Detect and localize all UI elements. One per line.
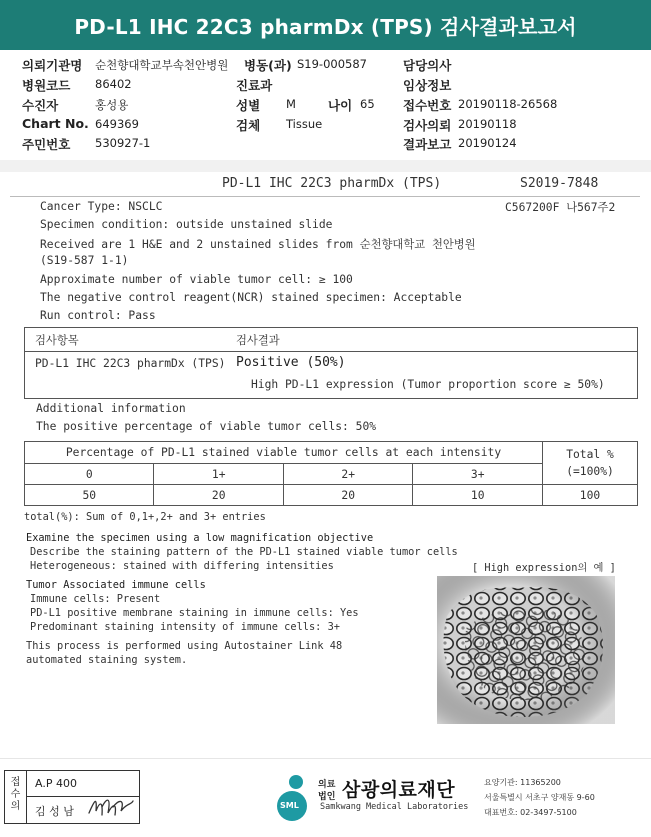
stamp-vertical-label [5, 771, 27, 823]
intensity-col-3: 3+ [413, 464, 543, 485]
result-value: Positive (50%) [236, 355, 346, 370]
additional-title: Additional information [36, 402, 186, 415]
examine-title: Examine the specimen using a low magnification objective [26, 532, 374, 544]
result-table [24, 327, 638, 399]
immune-line: Immune cells: Present [30, 593, 161, 605]
request-value: 20190118 [458, 117, 517, 131]
examine-line: Heterogeneous: stained with differing intensities [30, 560, 334, 572]
examine-line: Describe the staining pattern of the PD-L1 stained viable tumor cells [30, 546, 458, 558]
receipt-no-label: 접수번호 [403, 98, 452, 113]
additional-text: The positive percentage of viable tumor cells: 50% [36, 420, 377, 433]
process-line: This process is performed using Autostainer Link 48 [26, 640, 343, 652]
stamp-name: 김 성 남 [35, 805, 74, 818]
intensity-col-0: 0 [25, 464, 154, 485]
handwritten-signature [87, 793, 135, 821]
org-english: Samkwang Medical Laboratories [320, 802, 469, 812]
chart-no-value: 649369 [95, 117, 139, 131]
intensity-value-2: 20 [283, 485, 412, 506]
image-vignette [437, 576, 615, 724]
intensity-value-0: 50 [25, 485, 154, 506]
intensity-header: Percentage of PD-L1 stained viable tumor cells at each intensity [25, 442, 543, 464]
dept-label: 병동(과) [244, 58, 292, 73]
stamp-code: A.P 400 [35, 777, 77, 790]
report-date-label: 결과보고 [403, 137, 452, 152]
logo-dot [289, 775, 303, 789]
process-line: automated staining system. [26, 654, 188, 666]
id-label: 주민번호 [22, 137, 71, 152]
doctor-label: 담당의사 [403, 58, 452, 73]
institution-value: 순천향대학교부속천안병원 [95, 58, 229, 72]
report-code: C567200F 나567주2 [505, 201, 616, 214]
clinical-info-label: 임상정보 [403, 78, 452, 93]
id-value: 530927-1 [95, 136, 151, 150]
result-table-divider [25, 351, 637, 352]
hospital-code-value: 86402 [95, 77, 132, 91]
section-gap [0, 160, 651, 172]
request-label: 검사의뢰 [403, 118, 452, 133]
report-line: The negative control reagent(NCR) stained specimen: Acceptable [40, 291, 462, 304]
specimen-label: 검체 [236, 118, 261, 133]
result-item: PD-L1 IHC 22C3 pharmDx (TPS) [35, 357, 226, 370]
immune-title: Tumor Associated immune cells [26, 579, 206, 591]
immune-line: Predominant staining intensity of immune cells: 3+ [30, 621, 340, 633]
institution-label: 의뢰기관명 [22, 58, 83, 73]
patient-value: 홍성용 [95, 98, 129, 112]
hospital-code-label: 병원코드 [22, 78, 71, 93]
report-line: Specimen condition: outside unstained slide [40, 218, 333, 231]
header-info [0, 50, 651, 160]
result-note: High PD-L1 expression (Tumor proportion score ≥ 50%) [251, 378, 605, 391]
specimen-value: Tissue [286, 117, 323, 131]
report-line: (S19-587 1-1) [40, 254, 129, 267]
dept-value: S19-000587 [297, 57, 367, 71]
org-name: 삼광의료재단 [342, 779, 456, 801]
logo-text: SML [280, 801, 299, 810]
intensity-total: 100 [543, 485, 638, 506]
clinic-label: 진료과 [236, 78, 273, 93]
total-note: total(%): Sum of 0,1+,2+ and 3+ entries [24, 511, 266, 523]
report-date-value: 20190124 [458, 136, 517, 150]
image-caption: [ High expression의 예 ] [472, 562, 616, 574]
intensity-value-1: 20 [154, 485, 283, 506]
report-number: S2019-7848 [520, 176, 599, 191]
sex-label: 성별 [236, 98, 261, 113]
report-line: Received are 1 H&E and 2 unstained slides from 순천향대학교 천안병원 [40, 238, 476, 251]
age-label: 나이 [328, 98, 353, 113]
contact-line: 요양기관: 11365200 [484, 778, 561, 787]
contact-line: 서울특별시 서초구 양재동 9-60 [484, 793, 595, 802]
intensity-value-3: 10 [413, 485, 543, 506]
report-line: Approximate number of viable tumor cell: ≥ 100 [40, 273, 353, 286]
sex-value: M [286, 97, 296, 111]
org-prefix: 의료 [318, 780, 336, 790]
test-name-heading: PD-L1 IHC 22C3 pharmDx (TPS) [222, 176, 442, 191]
age-value: 65 [360, 97, 375, 111]
result-col-result: 검사결과 [236, 334, 280, 347]
divider [10, 196, 640, 197]
microscopy-image [437, 576, 615, 724]
org-prefix: 법인 [318, 792, 336, 802]
report-line: Run control: Pass [40, 309, 156, 322]
stamp-vertical-text: 접수의 [10, 777, 21, 812]
chart-no-label: Chart No. [22, 116, 89, 131]
intensity-table [24, 441, 638, 506]
intensity-col-1: 1+ [154, 464, 283, 485]
immune-line: PD-L1 positive membrane staining in immune cells: Yes [30, 607, 359, 619]
report-line: Cancer Type: NSCLC [40, 200, 163, 213]
total-header-cell [543, 442, 638, 485]
patient-label: 수진자 [22, 98, 59, 113]
total-subheader: (=100%) [566, 465, 614, 478]
intensity-col-2: 2+ [283, 464, 412, 485]
result-col-item: 검사항목 [35, 334, 79, 347]
signature-stamp [4, 770, 140, 824]
total-header: Total % [566, 448, 614, 461]
contact-line: 대표번호: 02-3497-5100 [484, 808, 577, 817]
receipt-no-value: 20190118-26568 [458, 97, 558, 111]
report-title: PD-L1 IHC 22C3 pharmDx (TPS) 검사결과보고서 [0, 0, 651, 50]
sml-logo [270, 772, 314, 822]
